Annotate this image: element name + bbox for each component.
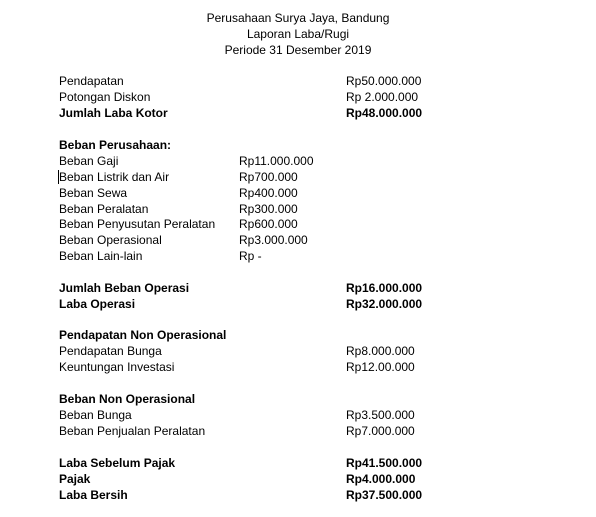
label-beban-peralatan: Beban Peralatan — [59, 202, 149, 216]
value-beban-operasional: Rp3.000.000 — [239, 233, 308, 247]
label-pendapatan: Pendapatan — [59, 74, 124, 88]
label-pendapatan-bunga: Pendapatan Bunga — [59, 344, 162, 358]
label-beban-listrik-air: Beban Listrik dan Air — [59, 170, 170, 184]
label-beban-penjualan-peralatan: Beban Penjualan Peralatan — [59, 424, 206, 438]
company-name: Perusahaan Surya Jaya, Bandung — [206, 11, 390, 25]
value-jumlah-beban-operasi: Rp16.000.000 — [346, 281, 423, 295]
value-beban-penyusutan: Rp600.000 — [239, 217, 298, 231]
value-beban-peralatan: Rp300.000 — [239, 202, 298, 216]
value-beban-lain-lain: Rp - — [239, 249, 262, 263]
heading-beban-perusahaan-label: Beban Perusahaan: — [59, 138, 172, 152]
label-pajak: Pajak — [59, 472, 91, 486]
heading-pendapatan-non-operasional-label: Pendapatan Non Operasional — [59, 328, 227, 342]
value-beban-listrik-air: Rp700.000 — [239, 170, 298, 184]
report-header — [0, 10, 596, 58]
value-beban-penjualan-peralatan: Rp7.000.000 — [346, 424, 415, 438]
value-potongan-diskon: Rp 2.000.000 — [346, 90, 419, 104]
heading-beban-non-operasional-label: Beban Non Operasional — [59, 392, 196, 406]
label-laba-sebelum-pajak: Laba Sebelum Pajak — [59, 456, 176, 470]
label-laba-bersih: Laba Bersih — [59, 488, 128, 502]
value-jumlah-laba-kotor: Rp48.000.000 — [346, 106, 423, 120]
label-beban-penyusutan: Beban Penyusutan Peralatan — [59, 217, 216, 231]
label-beban-lain-lain: Beban Lain-lain — [59, 249, 143, 263]
label-keuntungan-investasi: Keuntungan Investasi — [59, 360, 175, 374]
label-potongan-diskon: Potongan Diskon — [59, 90, 151, 104]
value-keuntungan-investasi: Rp12.00.000 — [346, 360, 415, 374]
value-pendapatan: Rp50.000.000 — [346, 74, 422, 88]
value-laba-operasi: Rp32.000.000 — [346, 297, 423, 311]
label-beban-bunga: Beban Bunga — [59, 408, 132, 422]
label-beban-gaji: Beban Gaji — [59, 154, 119, 168]
value-beban-sewa: Rp400.000 — [239, 186, 298, 200]
value-laba-bersih: Rp37.500.000 — [346, 488, 423, 502]
report-period: Periode 31 Desember 2019 — [224, 43, 372, 57]
value-pendapatan-bunga: Rp8.000.000 — [346, 344, 415, 358]
value-laba-sebelum-pajak: Rp41.500.000 — [346, 456, 423, 470]
label-laba-operasi: Laba Operasi — [59, 297, 136, 311]
value-beban-bunga: Rp3.500.000 — [346, 408, 415, 422]
label-beban-sewa: Beban Sewa — [59, 186, 128, 200]
report-title: Laporan Laba/Rugi — [246, 27, 350, 41]
label-jumlah-laba-kotor: Jumlah Laba Kotor — [59, 106, 168, 120]
value-beban-gaji: Rp11.000.000 — [239, 154, 314, 168]
label-beban-operasional: Beban Operasional — [59, 233, 162, 247]
value-pajak: Rp4.000.000 — [346, 472, 416, 486]
label-jumlah-beban-operasi: Jumlah Beban Operasi — [59, 281, 190, 295]
